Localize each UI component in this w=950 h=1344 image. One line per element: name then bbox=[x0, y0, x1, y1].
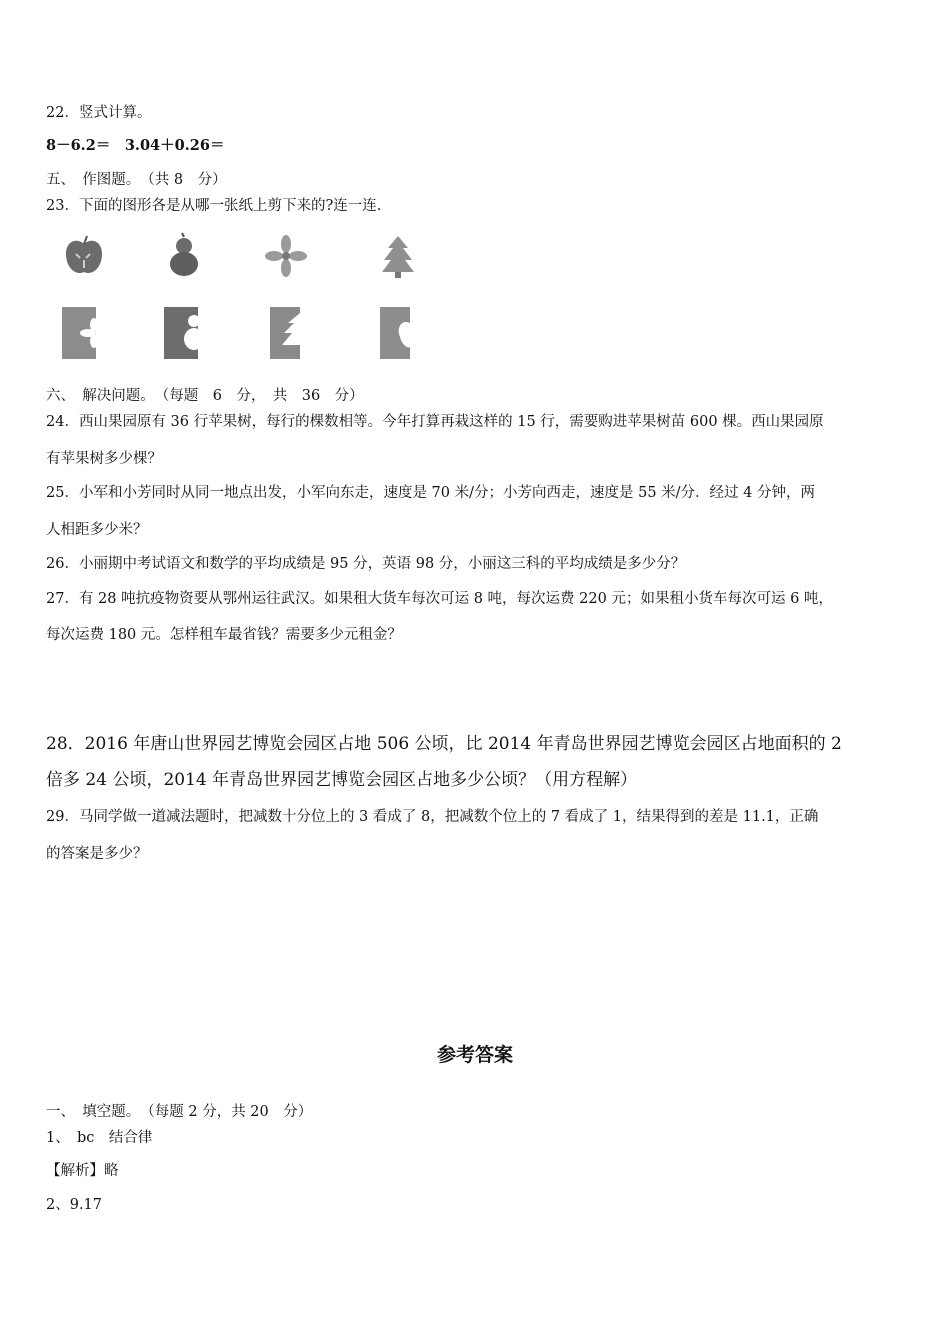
answer-2: 2、9.17 bbox=[46, 1197, 103, 1213]
q22-title: 22．竖式计算。 bbox=[46, 105, 152, 121]
q29-line2: 的答案是多少？ bbox=[46, 846, 148, 862]
q25-line2: 人相距多少米？ bbox=[46, 522, 148, 538]
answers-title: 参考答案 bbox=[436, 1044, 513, 1066]
q27-line2: 每次运费 180 元。怎样租车最省钱？需要多少元租金？ bbox=[46, 627, 402, 643]
q27-line1: 27．有 28 吨抗疫物资要从鄂州运往武汉。如果租大货车每次可运 8 吨，每次运费 220 元；如果租小货车每次可运 6 吨， bbox=[46, 591, 833, 607]
paper-gourd-cut-icon bbox=[160, 305, 200, 361]
q25-line1: 25．小军和小芳同时从同一地点出发，小军向东走，速度是 70 米/分；小芳向西走，速度是 55 米/分．经过 4 分钟，两 bbox=[46, 485, 815, 501]
answer-1: 1、 bc 结合律 bbox=[46, 1130, 153, 1146]
section-5-heading: 五、 作图题。 （共 8 分） bbox=[46, 172, 227, 188]
gourd-shape-icon bbox=[160, 232, 208, 280]
q26-line1: 26．小丽期中考试语文和数学的平均成绩是 95 分，英语 98 分，小丽这三科的平均成绩是多少分？ bbox=[46, 556, 686, 572]
answer-1-analysis: 【解析】略 bbox=[46, 1163, 119, 1179]
q28-line2: 倍多 24 公顷，2014 年青岛世界园艺博览会园区占地多少公顷？（用方程解） bbox=[46, 770, 638, 790]
paper-flower-cut-icon bbox=[60, 305, 100, 361]
paper-tree-cut-icon bbox=[268, 305, 308, 361]
q28-line1: 28．2016 年唐山世界园艺博览会园区占地 506 公顷，比 2014 年青岛世界园艺博览会园区占地面积的 2 bbox=[46, 734, 842, 754]
tree-shape-icon bbox=[374, 232, 422, 280]
q24-line1: 24．西山果园原有 36 行苹果树，每行的棵数相等。今年打算再栽这样的 15 行，需要购进苹果树苗 600 棵。西山果园原 bbox=[46, 414, 824, 430]
apple-shape-icon bbox=[60, 232, 108, 280]
q24-line2: 有苹果树多少棵？ bbox=[46, 451, 162, 467]
section-6-heading: 六、 解决问题。 （每题 6 分， 共 36 分） bbox=[46, 388, 364, 404]
flower-shape-icon bbox=[262, 232, 310, 280]
paper-apple-cut-icon bbox=[378, 305, 418, 361]
q23-title: 23．下面的图形各是从哪一张纸上剪下来的?连一连. bbox=[46, 198, 382, 214]
q29-line1: 29．马同学做一道减法题时，把减数十分位上的 3 看成了 8，把减数个位上的 7 看成了 1，结果得到的差是 11.1，正确 bbox=[46, 809, 819, 825]
q22-expressions: 8－6.2＝ 3.04＋0.26＝ bbox=[46, 137, 225, 154]
answers-section-1-heading: 一、 填空题。 （每题 2 分，共 20 分） bbox=[46, 1104, 313, 1120]
